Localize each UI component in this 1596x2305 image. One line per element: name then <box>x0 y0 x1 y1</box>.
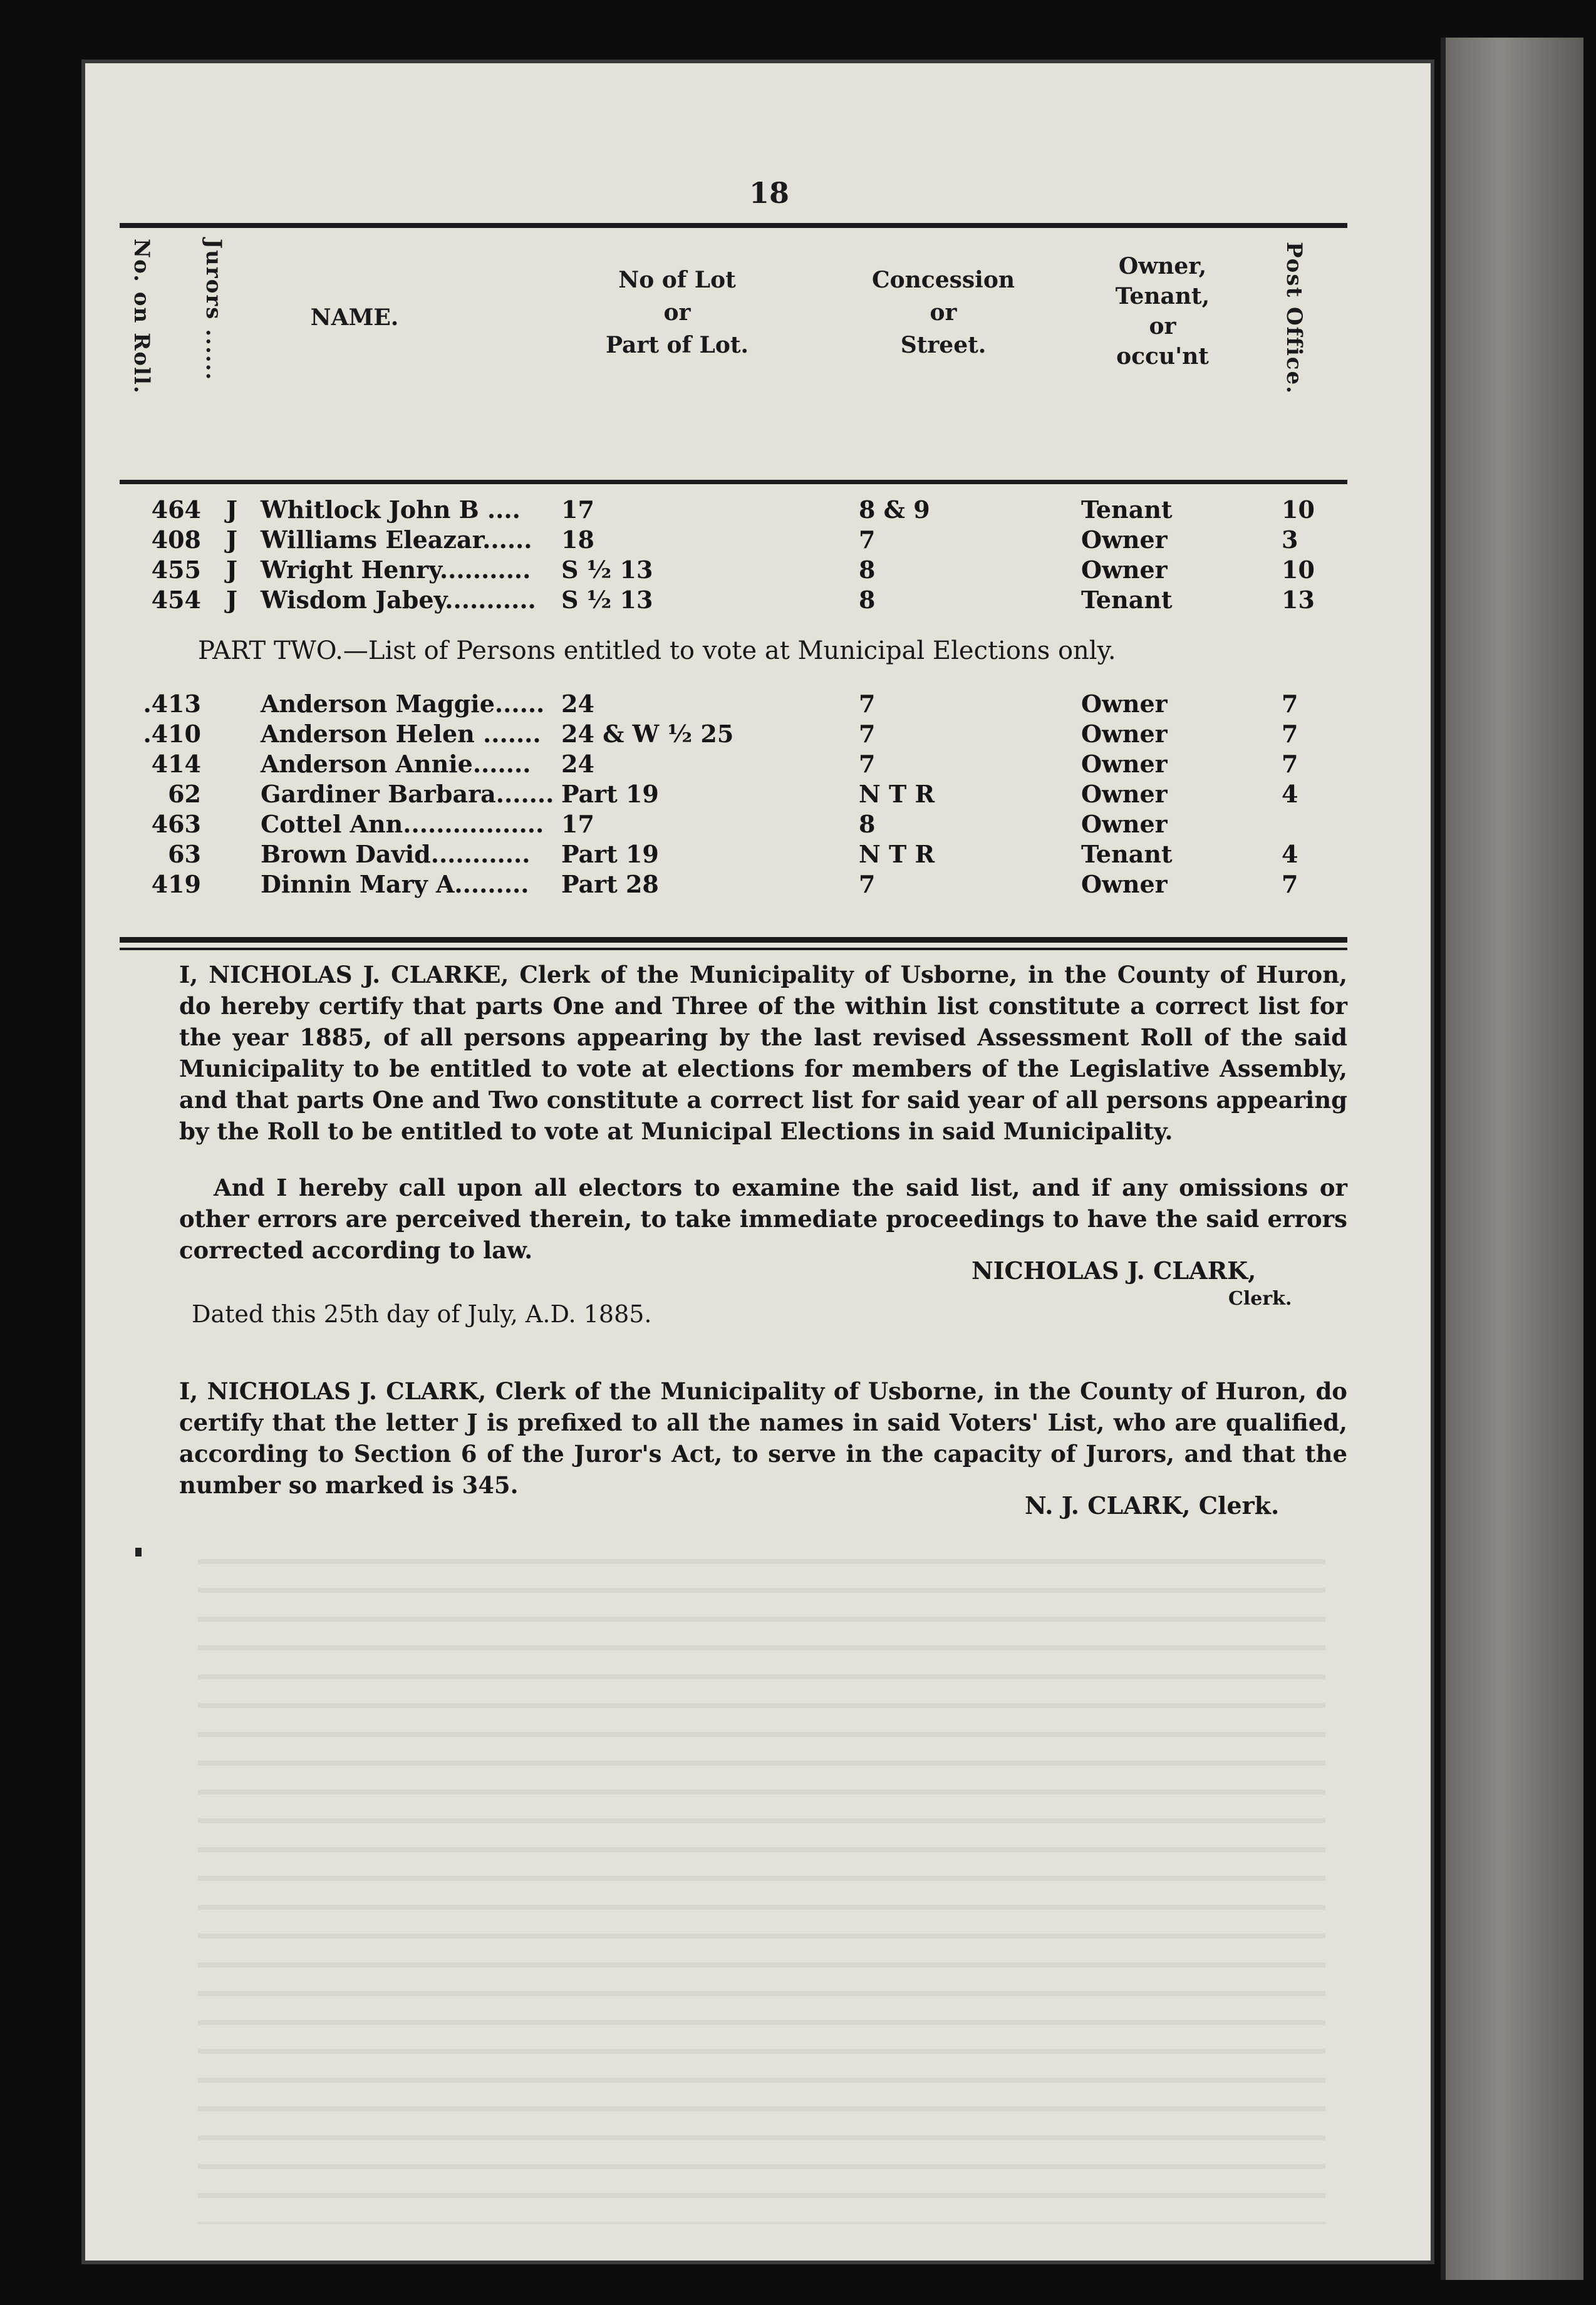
header-jurors: Jurors ...... <box>201 239 226 381</box>
ink-speck <box>135 1548 142 1557</box>
post-office: 4 <box>1282 840 1298 868</box>
voter-name: Wright Henry........... <box>261 556 531 584</box>
owner-status: Owner <box>1081 750 1168 778</box>
juror-mark: J <box>226 586 237 614</box>
table-end-rule-thin <box>120 948 1347 950</box>
roll-number: 455 <box>151 556 201 584</box>
voter-name: Anderson Helen ....... <box>261 720 541 748</box>
voter-name: Cottel Ann................. <box>261 810 544 838</box>
juror-mark: J <box>226 495 237 524</box>
concession: N T R <box>859 780 935 808</box>
clerk-signature-2: N. J. CLARK, Clerk. <box>1025 1491 1280 1520</box>
owner-status: Owner <box>1081 780 1168 808</box>
roll-number: 414 <box>151 750 201 778</box>
header-concession-line1: Concession <box>871 267 1015 293</box>
owner-status: Owner <box>1081 870 1168 898</box>
header-roll: No. on Roll. <box>129 239 154 395</box>
owner-status: Tenant <box>1081 495 1173 524</box>
roll-number: 62 <box>168 780 201 808</box>
header-lot <box>574 264 780 361</box>
concession: 7 <box>859 870 876 898</box>
electors-notice: And I hereby call upon all electors to examine the said list, and if any omissions or other errors are perceived therein, to take immediate proceedings to have the said errors corrected according to law. <box>179 1174 1347 1264</box>
table-row <box>120 870 1347 900</box>
owner-status: Tenant <box>1081 586 1173 614</box>
post-office: 7 <box>1282 720 1298 748</box>
owner-status: Owner <box>1081 526 1168 554</box>
lot-number: Part 28 <box>561 870 659 898</box>
roll-number: 464 <box>151 495 201 524</box>
page-number: 18 <box>749 176 790 210</box>
lot-number: 18 <box>561 526 594 554</box>
voter-name: Gardiner Barbara....... <box>261 780 554 808</box>
post-office: 10 <box>1282 556 1315 584</box>
roll-number: 419 <box>151 870 201 898</box>
roll-number: .410 <box>143 720 201 748</box>
voter-name: Williams Eleazar...... <box>261 526 532 554</box>
header-rule <box>120 480 1347 484</box>
jurors-certificate: I, NICHOLAS J. CLARK, Clerk of the Municipality of Usborne, in the County of Huron, do certify that the letter J is prefixed to all the names in said Voters' List, who are qualified, according to Section 6 of the Juror's Act, to serve in the capacity of Jurors, and that the number so marked is 345. <box>179 1377 1347 1499</box>
header-owner-line4: occu'nt <box>1116 343 1209 370</box>
table-row <box>120 526 1347 556</box>
roll-number: 63 <box>168 840 201 868</box>
dated-line: Dated this 25th day of July, A.D. 1885. <box>192 1300 652 1328</box>
roll-number: 408 <box>151 526 201 554</box>
header-lot-line1: No of Lot <box>618 267 736 293</box>
clerk-title: Clerk. <box>1228 1288 1292 1310</box>
table-row <box>120 750 1347 780</box>
concession: 8 <box>859 810 876 838</box>
voter-name: Anderson Annie....... <box>261 750 531 778</box>
lot-number: S ½ 13 <box>561 586 653 614</box>
voter-name: Wisdom Jabey........... <box>261 586 536 614</box>
header-owner <box>1094 251 1231 371</box>
juror-mark: J <box>226 556 237 584</box>
top-rule <box>120 223 1347 228</box>
table-row <box>120 810 1347 840</box>
post-office: 3 <box>1282 526 1298 554</box>
voter-name: Dinnin Mary A......... <box>261 870 529 898</box>
lot-number: S ½ 13 <box>561 556 653 584</box>
concession: N T R <box>859 840 935 868</box>
owner-status: Owner <box>1081 690 1168 718</box>
lot-number: 24 <box>561 690 594 718</box>
table-row <box>120 495 1347 526</box>
adjacent-page-edge <box>1441 38 1583 2280</box>
lot-number: Part 19 <box>561 780 659 808</box>
concession: 8 <box>859 556 876 584</box>
header-concession-line3: Street. <box>900 332 987 358</box>
lot-number: 17 <box>561 495 594 524</box>
header-owner-line2: Tenant, <box>1115 283 1210 309</box>
lot-number: 24 & W ½ 25 <box>561 720 734 748</box>
header-concession-line2: or <box>930 299 957 326</box>
owner-status: Owner <box>1081 720 1168 748</box>
roll-number: 463 <box>151 810 201 838</box>
header-post-office: Post Office. <box>1282 242 1307 395</box>
table-row <box>120 780 1347 810</box>
clerk-certificate: I, NICHOLAS J. CLARKE, Clerk of the Municipality of Usborne, in the County of Huron, do hereby certify that parts One and Three of the within list constitute a correct list for the year 1885, of all persons appearing by the last revised Assessment Roll of the said Municipality to be entitled to vote at elections for members of the Legislative Assembly, and that parts One and Two constitute a correct list for said year of all persons appearing by the Roll to be entitled to vote at Municipal Elections in said Municipality. <box>179 961 1347 1145</box>
table-row <box>120 690 1347 720</box>
post-office: 10 <box>1282 495 1315 524</box>
post-office: 4 <box>1282 780 1298 808</box>
table-row <box>120 556 1347 586</box>
part-two-heading: PART TWO.—List of Persons entitled to vote at Municipal Elections only. <box>198 636 1116 665</box>
owner-status: Owner <box>1081 556 1168 584</box>
header-name <box>273 301 436 334</box>
lot-number: 24 <box>561 750 594 778</box>
document-page <box>81 60 1434 2264</box>
post-office: 13 <box>1282 586 1315 614</box>
header-owner-line1: Owner, <box>1118 253 1207 279</box>
lot-number: Part 19 <box>561 840 659 868</box>
table-row <box>120 720 1347 750</box>
concession: 8 & 9 <box>859 495 930 524</box>
voter-name: Anderson Maggie...... <box>261 690 545 718</box>
voter-name: Whitlock John B .... <box>261 495 521 524</box>
concession: 7 <box>859 526 876 554</box>
header-name-text: NAME. <box>310 304 399 331</box>
bleed-through-text <box>198 1535 1325 2224</box>
voter-name: Brown David............ <box>261 840 531 868</box>
concession: 7 <box>859 690 876 718</box>
roll-number: 454 <box>151 586 201 614</box>
header-lot-line3: Part of Lot. <box>605 332 749 358</box>
concession: 7 <box>859 750 876 778</box>
concession: 7 <box>859 720 876 748</box>
table-row <box>120 586 1347 616</box>
header-concession <box>849 264 1037 361</box>
concession: 8 <box>859 586 876 614</box>
post-office: 7 <box>1282 690 1298 718</box>
owner-status: Tenant <box>1081 840 1173 868</box>
table-row <box>120 840 1347 870</box>
header-lot-line2: or <box>663 299 691 326</box>
post-office: 7 <box>1282 870 1298 898</box>
juror-mark: J <box>226 526 237 554</box>
header-owner-line3: or <box>1149 313 1176 339</box>
owner-status: Owner <box>1081 810 1168 838</box>
post-office: 7 <box>1282 750 1298 778</box>
lot-number: 17 <box>561 810 594 838</box>
roll-number: .413 <box>143 690 201 718</box>
table-end-rule <box>120 937 1347 943</box>
clerk-signature: NICHOLAS J. CLARK, <box>972 1256 1257 1285</box>
